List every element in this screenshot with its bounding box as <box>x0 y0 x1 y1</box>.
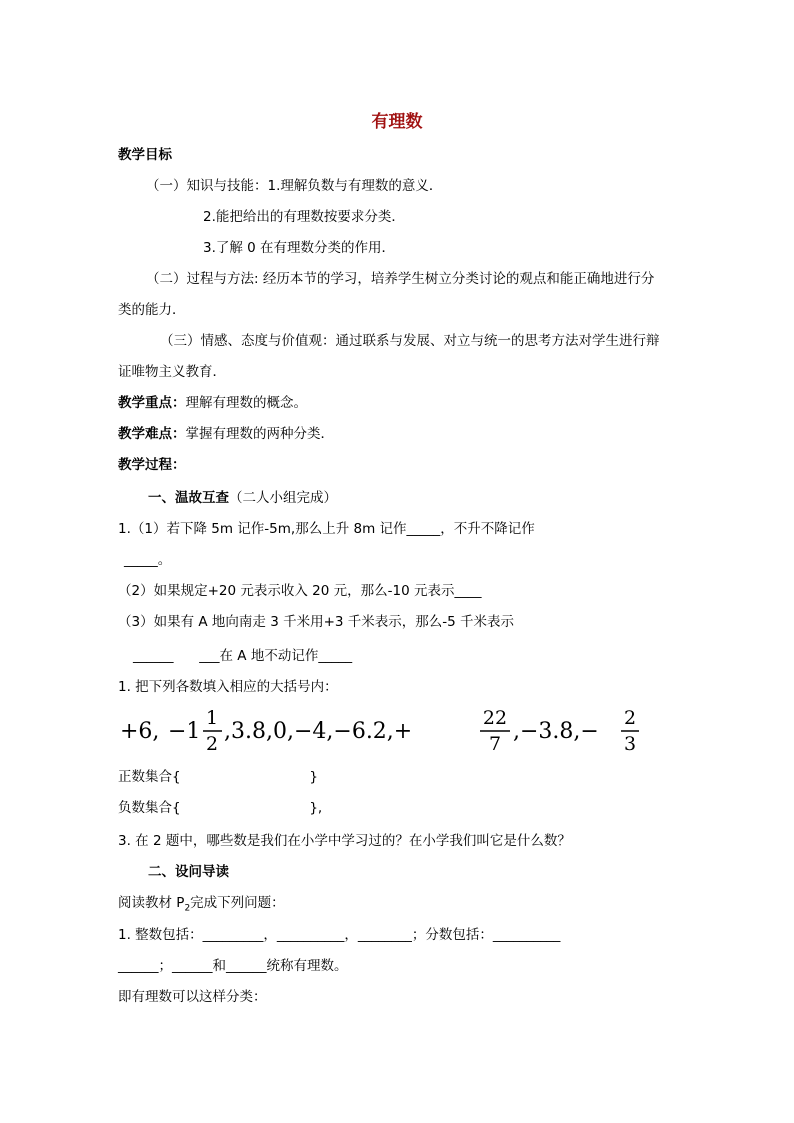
fill-line-1: 1. 整数包括：_________，__________，________；分数包括：__________ <box>118 927 561 943</box>
goal-1-line-c: 3.了解 0 在有理数分类的作用． <box>203 240 396 256</box>
goal-2-line-b: 类的能力． <box>118 302 186 318</box>
goal-1-line-b: 2.能把给出的有理数按要求分类． <box>203 209 405 225</box>
reading-instruction <box>118 894 285 918</box>
question-3: 3. 在 2 题中，哪些数是我们在小学中学习过的？在小学我们叫它是什么数？ <box>118 833 571 849</box>
positive-set: 正数集合{ } <box>118 769 318 785</box>
reading-tail: 完成下列问题： <box>190 895 285 911</box>
difficulty-label: 教学难点： <box>118 426 186 442</box>
formula-term-1: +6, <box>120 719 160 744</box>
goal-2-line-a: （二）过程与方法: 经历本节的学习，培养学生树立分类讨论的观点和能正确地进行分 <box>146 271 655 287</box>
reading-page-sub: 2 <box>184 903 191 914</box>
key-point <box>118 394 307 412</box>
classification-intro: 即有理数可以这样分类： <box>118 989 267 1005</box>
key-point-text: 理解有理数的概念。 <box>185 395 307 411</box>
fraction-3-numerator: 2 <box>623 708 637 729</box>
formula-term-2: −1 <box>168 719 201 744</box>
fraction-1-numerator: 1 <box>205 708 219 729</box>
question-1-2: （2）如果规定+20 元表示收入 20 元，那么-10 元表示____ <box>118 583 482 599</box>
difficulty-text: 掌握有理数的两种分类． <box>185 426 334 442</box>
goal-1-line-a: （一）知识与技能：1.理解负数与有理数的意义． <box>146 178 443 194</box>
goal-3-line-b: 证唯物主义教育． <box>118 364 226 380</box>
section-2-heading: 二、设问导读 <box>148 864 229 880</box>
question-1-1-b: _____。 <box>124 552 172 568</box>
question-2: 1. 把下列各数填入相应的大括号内： <box>118 679 338 695</box>
formula-term-4: ,−3.8,− <box>513 719 599 744</box>
reading-text: 阅读教材 P <box>118 895 185 911</box>
goal-3-line-a: （三）情感、态度与价值观：通过联系与发展、对立与统一的思考方法对学生进行辩 <box>160 333 660 349</box>
question-1-3-b: ______ ___在 A 地不动记作_____ <box>133 648 353 664</box>
fraction-3-denominator: 3 <box>623 733 637 754</box>
number-list-formula <box>118 708 658 754</box>
section-1-note: （二人小组完成） <box>229 490 337 506</box>
difficulty <box>118 425 334 443</box>
fraction-2-denominator: 7 <box>488 733 502 754</box>
question-1-3-a: （3）如果有 A 地向南走 3 千米用+3 千米表示，那么-5 千米表示 <box>118 614 515 630</box>
process-heading: 教学过程： <box>118 457 186 473</box>
fill-line-2: ______；______和______统称有理数。 <box>118 958 348 974</box>
key-point-label: 教学重点： <box>118 395 186 411</box>
goals-heading: 教学目标 <box>118 147 172 163</box>
fraction-1-denominator: 2 <box>205 733 219 754</box>
question-1-1-a: 1.（1）若下降 5m 记作-5m,那么上升 8m 记作_____，不升不降记作 <box>118 521 535 537</box>
formula-term-3: ,3.8,0,−4,−6.2,+ <box>224 719 413 744</box>
section-1-label: 一、温故互查 <box>148 490 229 506</box>
negative-set: 负数集合{ }, <box>118 800 323 816</box>
section-1-heading <box>148 489 337 507</box>
fraction-2-numerator: 22 <box>482 708 508 729</box>
page-title: 有理数 <box>371 112 423 132</box>
